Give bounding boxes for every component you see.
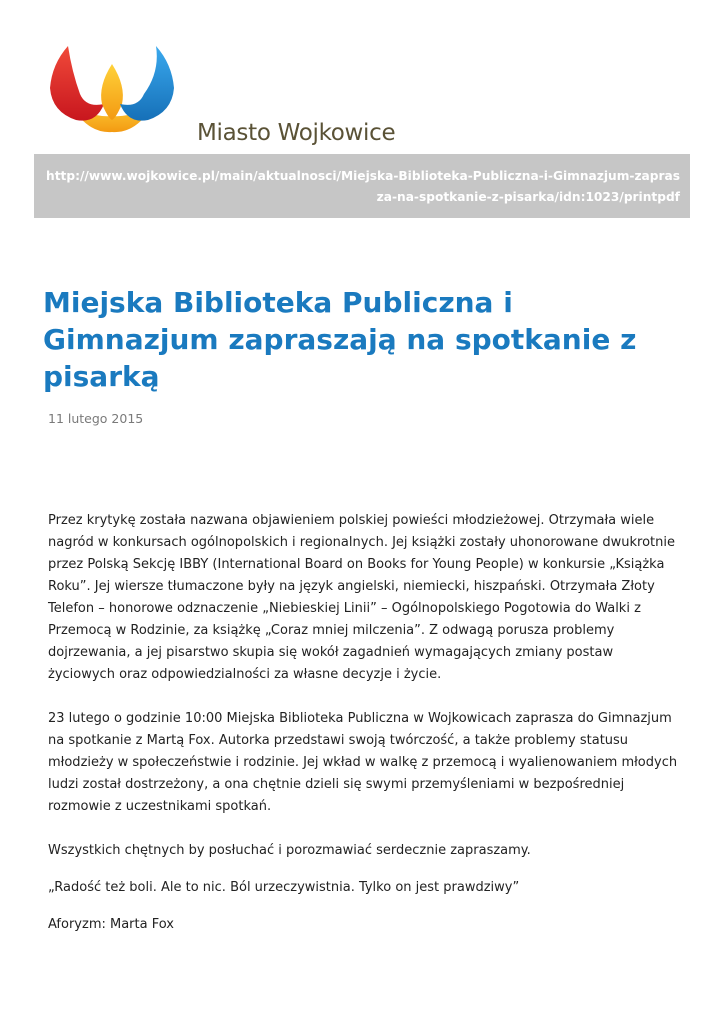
- site-name: Miasto Wojkowice: [197, 120, 396, 146]
- article-quote: „Radość też boli. Ale to nic. Ból urzeczywistnia. Tylko on jest prawdziwy”: [48, 880, 520, 895]
- article-paragraph: Przez krytykę została nazwana objawieniem polskiej powieści młodzieżowej. Otrzymała wiele nagród w konkursach ogólnopolskich i regionalnych. Jej książki zostały uhonorowane dwukrotnie przez Polską Sekcję IBBY (International Board on Books for Young People) w konkursie „Książka Roku”. Jej wiersze tłumaczone były na język angielski, niemiecki, hiszpański. Otrzymała Złoty Telefon – honorowe odznaczenie „Niebieskiej Linii” – Ogólnopolskiego Pogotowia do Walki z Przemocą w Rodzinie, za książkę „Coraz mniej milczenia”. Z odwagą porusza problemy dojrzewania, a jej pisarstwo skupia się wokół zagadnień wymagających zmiany postaw życiowych oraz odpowiedzialności za własne decyzje i życie.: [48, 513, 675, 682]
- article-date: 11 lutego 2015: [48, 411, 144, 426]
- article-title: Miejska Biblioteka Publiczna i Gimnazjum zapraszają na spotkanie z pisarką: [43, 286, 637, 393]
- article-body: [48, 510, 683, 958]
- article-paragraph: 23 lutego o godzinie 10:00 Miejska Biblioteka Publiczna w Wojkowicach zaprasza do Gimnazjum na spotkanie z Martą Fox. Autorka przedstawi swoją twórczość, a także problemy statusu młodzieży w społeczeństwie i rodzinie. Jej wkład w walkę z przemocą i wyalienowaniem młodych ludzi został dostrzeżony, a ona chętnie dzieli się swymi przemyśleniami w bezpośredniej rozmowie z uczestnikami spotkań.: [48, 711, 678, 814]
- page-url[interactable]: http://www.wojkowice.pl/main/aktualnosci/Miejska-Biblioteka-Publiczna-i-Gimnazjum-zaprasza-na-spotkanie-z-pisarka/idn:1023/printpdf: [46, 169, 680, 204]
- wojkowice-w-logo-icon: [46, 42, 178, 134]
- article-paragraph: Wszystkich chętnych by posłuchać i porozmawiać serdecznie zapraszamy.: [48, 843, 531, 858]
- article-attribution: Aforyzm: Marta Fox: [48, 917, 174, 932]
- url-bar: [34, 154, 690, 218]
